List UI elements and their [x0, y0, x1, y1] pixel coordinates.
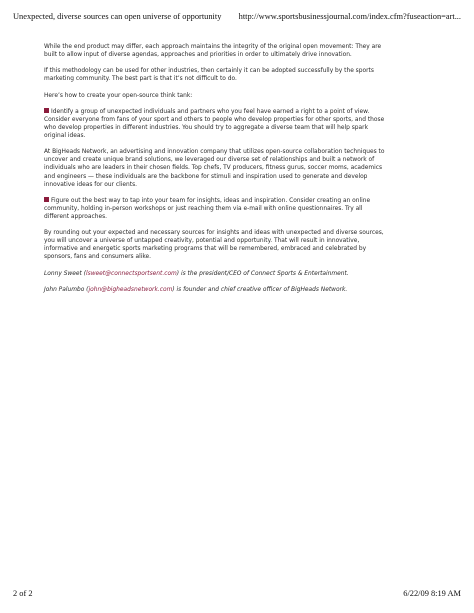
bullet-paragraph	[44, 197, 388, 221]
page-url[interactable]: http://www.sportsbusinessjournal.com/index.cfm?fuseaction=art...	[238, 12, 461, 21]
article-title: Unexpected, diverse sources can open universe of opportunity	[13, 12, 222, 21]
print-timestamp: 6/22/09 8:19 AM	[403, 589, 461, 598]
page-footer	[13, 589, 461, 601]
email-link[interactable]: lsweet@connectsportsent.com	[86, 270, 177, 277]
author-role: ) is the president/CEO of Connect Sports & Entertainment.	[176, 270, 349, 277]
paragraph: At BigHeads Network, an advertising and innovation company that utilizes open-source collaboration techniques to uncover and create unique brand solutions, we leveraged our diverse set of relationships and built a network of individuals who are leaders in their chosen fields. Top chefs, TV producers, fitness gurus, soccer moms, academics and engineers — these individuals are the backbone for stimuli and inspiration used to generate and develop innovative ideas for our clients.	[44, 149, 385, 188]
bullet-paragraph	[44, 108, 388, 140]
paragraph: Here’s how to create your open-source think tank:	[44, 92, 193, 99]
author-name: Lonny Sweet (	[44, 270, 86, 277]
author-credit	[44, 286, 388, 294]
author-credit	[44, 270, 388, 278]
page-header	[13, 12, 461, 24]
paragraph: By rounding out your expected and necessary sources for insights and ideas with unexpected and diverse sources, you will uncover a universe of untapped creativity, potential and opportunity. That will result in innovative, informative and energetic sports marketing programs that will be remembered, embraced and celebrated by sponsors, fans and consumers alike.	[44, 230, 384, 261]
page-number: 2 of 2	[13, 589, 33, 598]
article-body	[44, 43, 388, 302]
bullet-text: Figure out the best way to tap into your team for insights, ideas and inspiration. Consider creating an online community, holding in-person workshops or just reaching them via e-mail with online questionnaires. Try all different approaches.	[44, 197, 371, 220]
square-bullet-icon	[44, 108, 49, 113]
bullet-text: Identify a group of unexpected individuals and partners who you feel have earned a right to a point of view. Consider everyone from fans of your sport and others to people who develop properties for other sports, and those who develop properties in different industries. You should try to aggregate a diverse team that will help spark original ideas.	[44, 108, 385, 140]
square-bullet-icon	[44, 197, 49, 202]
author-role: ) is founder and chief creative officer of BigHeads Network.	[172, 286, 348, 293]
paragraph: While the end product may differ, each approach maintains the integrity of the original open movement: They are built to allow input of diverse agendas, approaches and priorities in order to ultimately drive innovation.	[44, 44, 382, 59]
author-name: John Palumbo (	[44, 286, 89, 293]
paragraph: If this methodology can be used for other industries, then certainly it can be adopted successfully by the sports marketing community. The best part is that it’s not difficult to do.	[44, 68, 374, 83]
email-link[interactable]: john@bigheadsnetwork.com	[88, 286, 173, 293]
